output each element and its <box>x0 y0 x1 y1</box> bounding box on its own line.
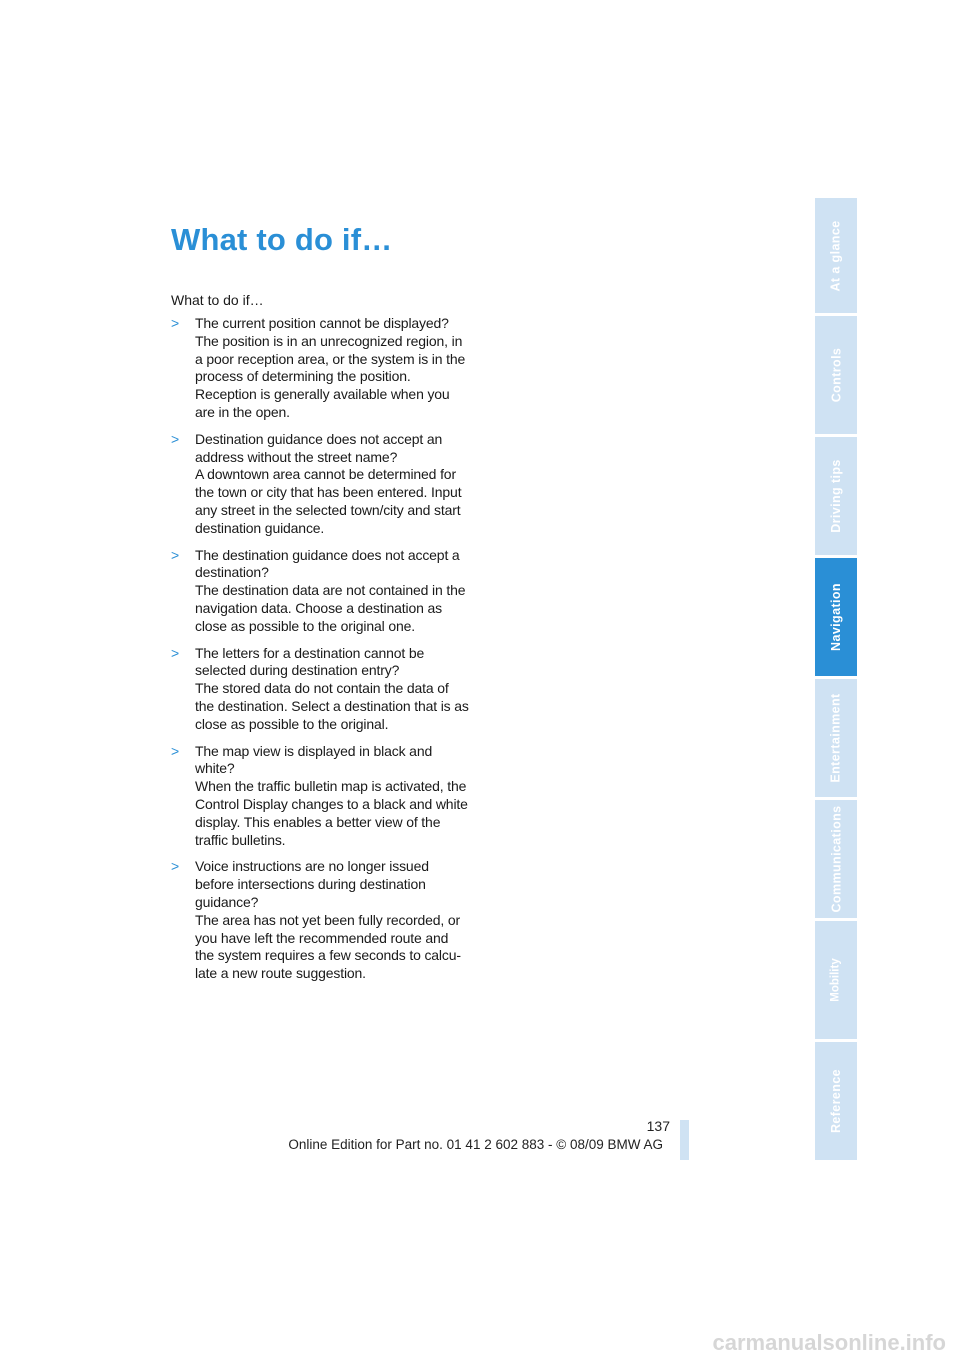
page-title: What to do if… <box>171 222 393 257</box>
tab-label: Driving tips <box>829 459 843 533</box>
tab-navigation[interactable] <box>815 558 857 676</box>
tab-communications[interactable] <box>815 800 857 918</box>
item-answer: The destination data are not contained in the navigation data. Choose a destination as close as possible to the original one. <box>195 582 466 634</box>
item-question: The current position cannot be displayed? <box>195 315 449 331</box>
item-answer: The area has not yet been fully recorded, or you have left the recommended route and the system requires a few seconds to calcu-late a new route suggestion. <box>195 911 461 982</box>
item-answer: The stored data do not contain the data of the destination. Select a destination that is as close as possible to the original. <box>195 680 469 732</box>
item-question: The letters for a destination cannot be selected during destination entry? <box>195 644 425 679</box>
bullet-marker: > <box>171 858 180 875</box>
footer-marker-bar <box>680 1120 689 1160</box>
list-item <box>171 743 471 850</box>
item-question: The destination guidance does not accept a destination? <box>195 546 460 581</box>
item-question: The map view is displayed in black and white? <box>195 742 433 777</box>
bullet-marker: > <box>171 430 180 447</box>
tab-label: Controls <box>829 347 843 403</box>
tab-label: Entertainment <box>829 693 843 783</box>
intro-text: What to do if… <box>171 292 264 308</box>
page-number: 137 <box>646 1118 670 1134</box>
item-answer: A downtown area cannot be determined for the town or city that has been entered. Input any street in the selected town/city and start destination guidance. <box>195 466 462 536</box>
bullet-marker: > <box>171 315 180 331</box>
troubleshooting-list <box>171 315 471 992</box>
tab-label: Communications <box>829 805 843 913</box>
list-item <box>171 858 471 983</box>
footer-text: Online Edition for Part no. 01 41 2 602 883 - © 08/09 BMW AG <box>288 1137 663 1152</box>
tab-controls[interactable] <box>815 316 857 434</box>
item-question: Voice instructions are no longer issued before intersections during destination guidance? <box>195 858 429 910</box>
list-item <box>171 315 471 422</box>
item-question: Destination guidance does not accept an address without the street name? <box>195 430 443 465</box>
list-item <box>171 547 471 636</box>
bullet-marker: > <box>171 742 180 759</box>
tab-label: At a glance <box>829 219 843 292</box>
tab-at-a-glance[interactable] <box>815 198 857 313</box>
tab-label: Mobility <box>830 958 843 1002</box>
tab-driving-tips[interactable] <box>815 437 857 555</box>
item-answer: When the traffic bulletin map is activated, the Control Display changes to a black and white display. This enables a better view of the traffic bulletins. <box>195 778 468 848</box>
tab-label: Reference <box>829 1068 843 1134</box>
watermark: carmanualsonline.info <box>712 1330 946 1355</box>
tab-label: Navigation <box>829 583 843 651</box>
tab-reference[interactable] <box>815 1042 857 1160</box>
tab-mobility[interactable] <box>815 921 857 1039</box>
list-item <box>171 431 471 538</box>
list-item <box>171 645 471 734</box>
item-answer: The position is in an unrecognized region, in a poor reception area, or the system is in the process of determining the position. Reception is generally available when you are in the open. <box>195 332 466 420</box>
chapter-tabs <box>815 198 857 1160</box>
bullet-marker: > <box>171 546 180 563</box>
tab-entertainment[interactable] <box>815 679 857 797</box>
bullet-marker: > <box>171 644 180 661</box>
